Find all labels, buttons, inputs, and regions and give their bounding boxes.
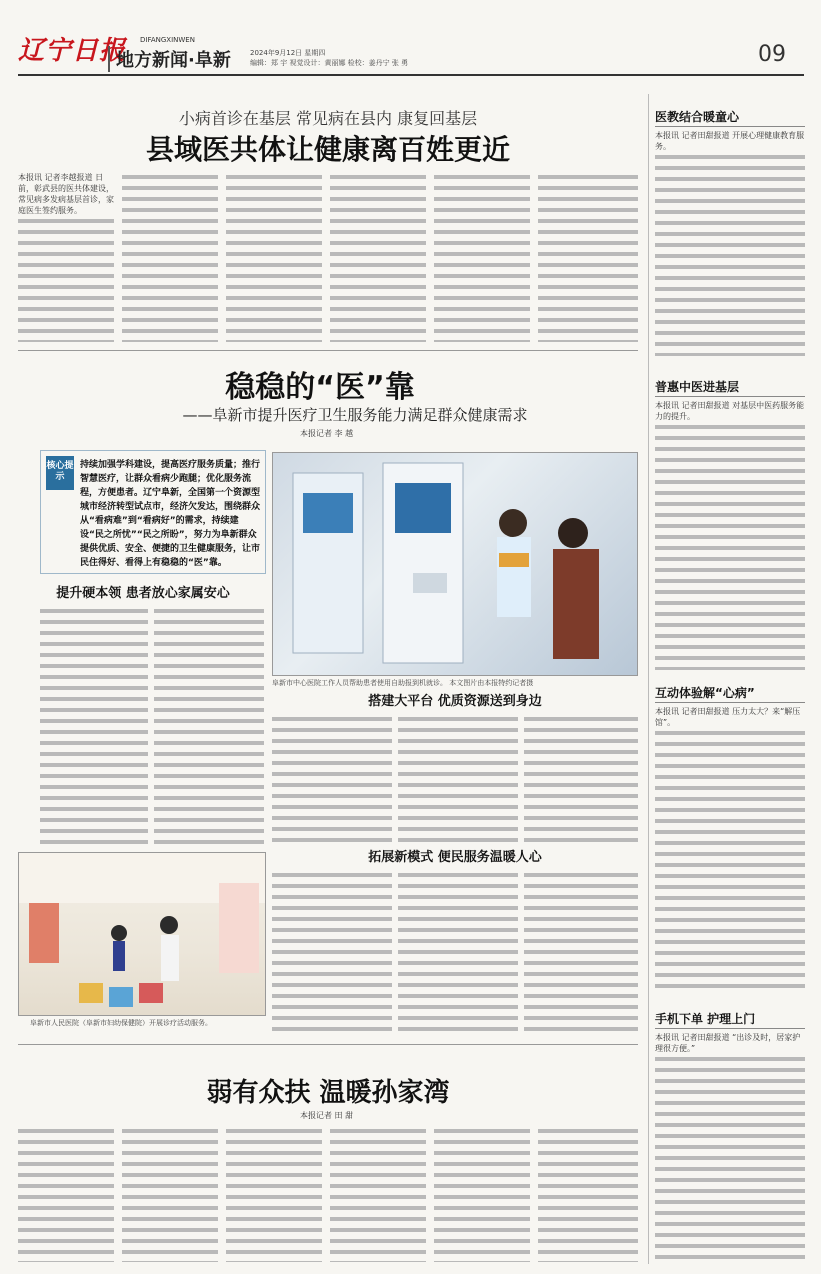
sidebar-rule-2	[655, 396, 805, 397]
sidebar-lead-2: 本报讯 记者田甜报道 对基层中医药服务能力的提升。	[655, 401, 805, 421]
page-number: 09	[758, 42, 786, 67]
sidebar-rule-1	[655, 126, 805, 127]
newspaper-logo: 辽宁日报	[18, 36, 127, 66]
story3-headline: 弱有众扶 温暖孙家湾	[206, 1078, 450, 1108]
sidebar-rule	[648, 94, 649, 1264]
photo2-caption: 阜新市人民医院（阜新市妇幼保健院）开展诊疗活动服务。	[30, 1019, 212, 1027]
story2-col2	[154, 606, 264, 846]
sidebar-text-3	[655, 728, 805, 994]
corridor-illustration	[19, 853, 266, 1016]
issue-info	[250, 48, 408, 68]
story2-sub3: 拓展新模式 便民服务温暖人心	[368, 850, 542, 865]
sidebar-text-4	[655, 1054, 805, 1260]
story2-col5	[524, 714, 638, 842]
story2-col6	[272, 870, 392, 1034]
sidebar-title-3: 互动体验解“心病”	[655, 686, 755, 700]
story3-col5	[434, 1126, 530, 1262]
masthead-rule	[18, 74, 804, 76]
divider	[18, 350, 638, 351]
story2-byline: 本报记者 李 越	[300, 429, 354, 438]
sidebar-lead-3: 本报讯 记者田甜报道 压力太大？来“解压馆”。	[655, 707, 801, 727]
story3-col4	[330, 1126, 426, 1262]
story2-col1	[40, 606, 148, 846]
sidebar-title-1: 医教结合暖童心	[655, 110, 740, 124]
story1-subtitle: 小病首诊在基层 常见病在县内 康复回基层	[178, 109, 478, 128]
sidebar-text-1	[655, 152, 805, 356]
photo1-caption: 阜新市中心医院工作人员帮助患者使用自助报到机就诊。 本文图片由本报特约记者摄	[272, 679, 534, 687]
story1-col3	[226, 172, 322, 342]
story1-col6	[538, 172, 638, 342]
kiosk-illustration	[273, 453, 638, 676]
story1-lead: 本报讯 记者李越报道 日前，彰武县的医共体建设，常见病多发病基层首诊，家庭医生签约服务。	[18, 173, 114, 215]
sidebar-lead-4: 本报讯 记者田甜报道 “出诊及时，居家护理很方便。”	[655, 1033, 801, 1053]
sidebar-lead-1: 本报讯 记者田甜报道 开展心理健康教育服务。	[655, 131, 805, 151]
sidebar-title-2: 普惠中医进基层	[655, 380, 740, 394]
story2-col4	[398, 714, 518, 842]
story2-col8	[524, 870, 638, 1034]
story2-sub2: 搭建大平台 优质资源送到身边	[368, 694, 542, 709]
story1-col5	[434, 172, 530, 342]
story1-col1	[18, 216, 114, 342]
photo-self-service-kiosk	[272, 452, 638, 676]
story3-col2	[122, 1126, 218, 1262]
story3-col1	[18, 1126, 114, 1262]
story3-col3	[226, 1126, 322, 1262]
section-title: 地方新闻·阜新	[108, 46, 231, 72]
story2-col3	[272, 714, 392, 842]
sidebar-rule-4	[655, 1028, 805, 1029]
story2-col7	[398, 870, 518, 1034]
story2-subtitle: ——阜新市提升医疗卫生服务能力满足群众健康需求	[182, 406, 528, 424]
sidebar-title-4: 手机下单 护理上门	[655, 1012, 756, 1026]
story2-sub1: 提升硬本领 患者放心家属安心	[56, 586, 230, 601]
story1-col2	[122, 172, 218, 342]
sidebar-rule-3	[655, 702, 805, 703]
issue-staff: 编辑：郑 宇 视觉设计：黄丽娜 检校：姜丹宁 张 勇	[250, 59, 409, 67]
photo-hospital-corridor	[18, 852, 266, 1016]
core-text: 持续加强学科建设，提高医疗服务质量；推行智慧医疗，让群众看病少跑腿；优化服务流程，方便患者。辽宁阜新，全国第一个资源型城市经济转型试点市，经济欠发达，围绕群众从“看病难”到“看病好”的需求，持续建设“民之所忧”“民之所盼”，努力为阜新群众提供优质、安全、便捷的卫生健康服务，让市民住得好、看得上有稳稳的“医”靠。	[80, 460, 261, 568]
masthead	[0, 0, 821, 78]
sidebar-text-2	[655, 422, 805, 670]
story3-byline: 本报记者 田 甜	[300, 1111, 354, 1120]
story1-headline: 县域医共体让健康离百姓更近	[145, 133, 510, 166]
issue-date: 2024年9月12日 星期四	[250, 49, 326, 57]
divider	[18, 1044, 638, 1045]
section-pinyin: DIFANGXINWEN	[140, 36, 195, 44]
story1-col4	[330, 172, 426, 342]
core-label: 核心提示	[46, 456, 74, 490]
story2-headline: 稳稳的“医”靠	[225, 370, 415, 405]
story3-col6	[538, 1126, 638, 1262]
